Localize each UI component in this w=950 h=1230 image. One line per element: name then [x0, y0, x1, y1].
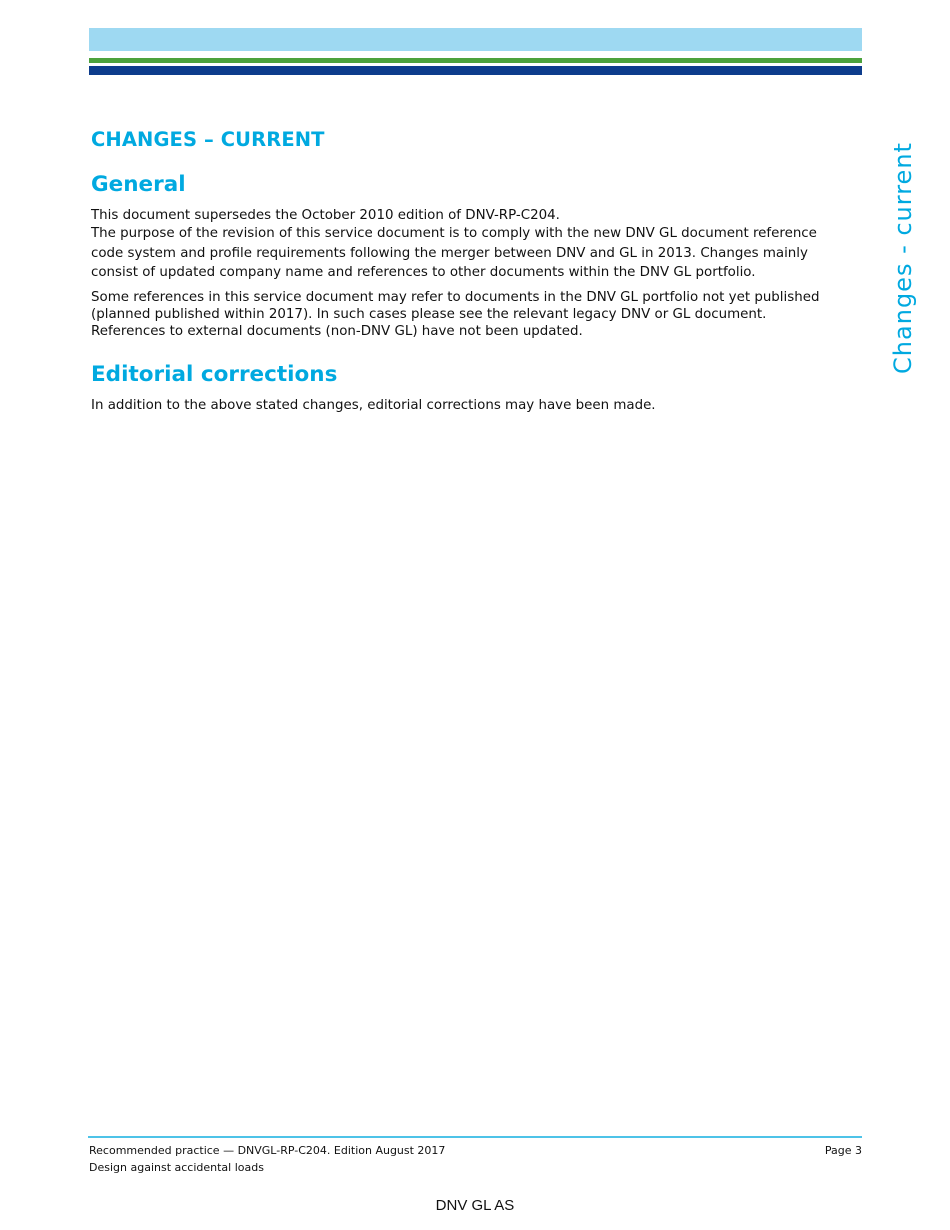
- section-heading-general: General: [91, 172, 186, 197]
- general-paragraph-1: [91, 207, 861, 283]
- text-line: In addition to the above stated changes, editorial corrections may have been made.: [91, 397, 656, 413]
- header-blue-stripe: [89, 66, 862, 75]
- text-line: References to external documents (non-DNV GL) have not been updated.: [91, 323, 583, 339]
- text-line: This document supersedes the October 2010 edition of DNV-RP-C204.: [91, 208, 560, 223]
- text-line: consist of updated company name and references to other documents within the DNV GL portfolio.: [91, 265, 756, 280]
- footer-document-subtitle: Design against accidental loads: [89, 1161, 264, 1174]
- page-content: [91, 128, 861, 414]
- footer-document-info: [89, 1142, 445, 1176]
- text-line: Some references in this service document may refer to documents in the DNV GL portfolio not yet published: [91, 289, 820, 305]
- text-line: The purpose of the revision of this service document is to comply with the new DNV GL document reference: [91, 226, 817, 241]
- editorial-paragraph: [91, 397, 861, 414]
- header-green-stripe: [89, 58, 862, 63]
- general-paragraph-2: [91, 289, 861, 340]
- footer-page-number: Page 3: [824, 1144, 862, 1157]
- side-tab-label: Changes - current: [889, 142, 917, 374]
- footer-document-title: Recommended practice — DNVGL-RP-C204. Edition August 2017: [89, 1144, 446, 1157]
- footer-rule: [88, 1136, 862, 1138]
- text-line: code system and profile requirements following the merger between DNV and GL in 2013. Changes mainly: [91, 245, 808, 261]
- header-light-stripe: [89, 28, 862, 51]
- section-heading-editorial: Editorial corrections: [91, 361, 338, 387]
- footer-company-name: DNV GL AS: [435, 1197, 515, 1214]
- chapter-title: CHANGES – CURRENT: [91, 128, 325, 151]
- text-line: (planned published within 2017). In such cases please see the relevant legacy DNV or GL document.: [91, 306, 767, 322]
